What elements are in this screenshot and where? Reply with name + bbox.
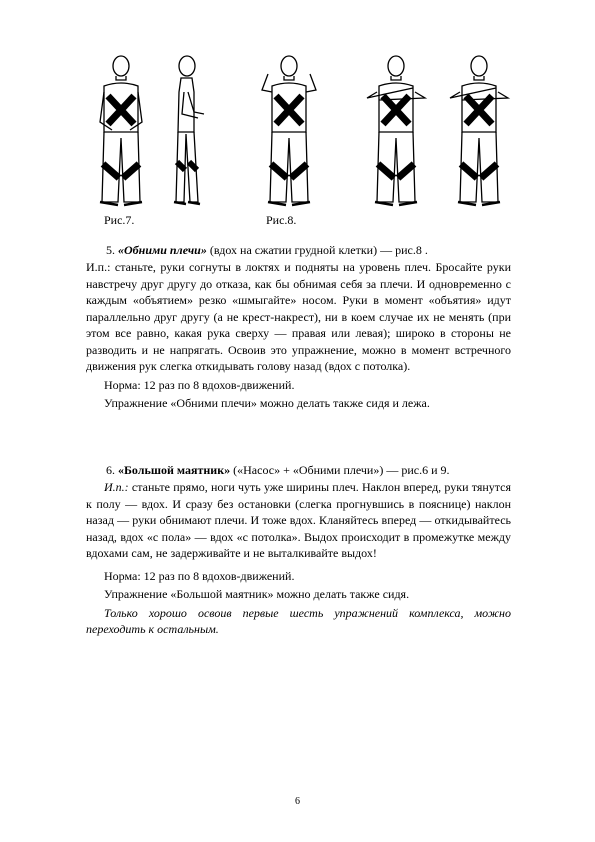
page-number: 6 — [295, 796, 300, 807]
exercise-6-final: Только хорошо освоив первые шесть упражнений комплекса, можно переходить к остальным. — [86, 605, 511, 636]
exercise-6-text: станьте прямо, ноги чуть уже ширины плеч. Наклон вперед, руки тянутся к полу — вдох. И сразу без остановки (слегка прогнувшись в пояснице) наклон назад — руки обнимают плечи. И тоже вдох. Кланяйтесь вперед — откидывайтесь назад, вдох «с пола» — вдох «с потолка». Выдох происходит в промежутке между вдохами сам, не задерживайте и не выталкивайте выдох! — [86, 480, 512, 560]
exercise-6-number: 6. — [106, 463, 115, 477]
figure-7-person — [86, 52, 156, 208]
exercise-5-title: «Обними плечи» — [118, 243, 207, 257]
exercise-6-body — [86, 479, 511, 638]
exercise-6-note: Упражнение «Большой маятник» можно делать также сидя. — [104, 587, 410, 601]
figures-row — [86, 52, 506, 212]
figure-8-person-side — [154, 52, 224, 208]
exercise-6-heading — [86, 462, 511, 479]
exercise-5-body — [86, 259, 511, 412]
exercise-6-ip-label: И.п.: — [104, 480, 129, 494]
exercise-5-heading — [86, 242, 511, 259]
exercise-5-norm: Норма: 12 раз по 8 вдохов-движений. — [104, 377, 295, 392]
exercise-5-title-rest: (вдох на сжатии грудной клетки) — рис.8 . — [209, 243, 428, 257]
exercise-5-text: И.п.: станьте, руки согнуты в локтях и подняты на уровень плеч. Бросайте руки навстречу друг другу до отказа, как бы обнимая себя за плечи. И одновременно с каждым «объятием» резко «шмыгайте» носом. Руки в момент «объятия» идут параллельно друг другу (а не крест-накрест), ни в коем случае их не менять (при этом все равно, какая рука сверху — правая или левая); широко в стороны не разводить и не напрягать. Освоив это упражнение, можно в момент встречного движения рук слегка откидывать голову назад (вдох с потолка). — [86, 260, 511, 373]
figure-8-person-hug — [361, 52, 431, 208]
caption-fig8: Рис.8. — [266, 213, 297, 227]
exercise-6-title: «Большой маятник» — [118, 463, 231, 477]
caption-fig7: Рис.7. — [104, 213, 135, 227]
exercise-5-number: 5. — [106, 243, 115, 257]
exercise-6-norm: Норма: 12 раз по 8 вдохов-движений. — [104, 568, 295, 583]
figure-8-person-arms-raised — [254, 52, 324, 208]
exercise-5-note: Упражнение «Обними плечи» можно делать также сидя и лежа. — [104, 396, 430, 410]
exercise-6-title-rest: («Насос» + «Обними плечи») — рис.6 и 9. — [233, 463, 450, 477]
figure-8-person-hug-alt — [444, 52, 514, 208]
